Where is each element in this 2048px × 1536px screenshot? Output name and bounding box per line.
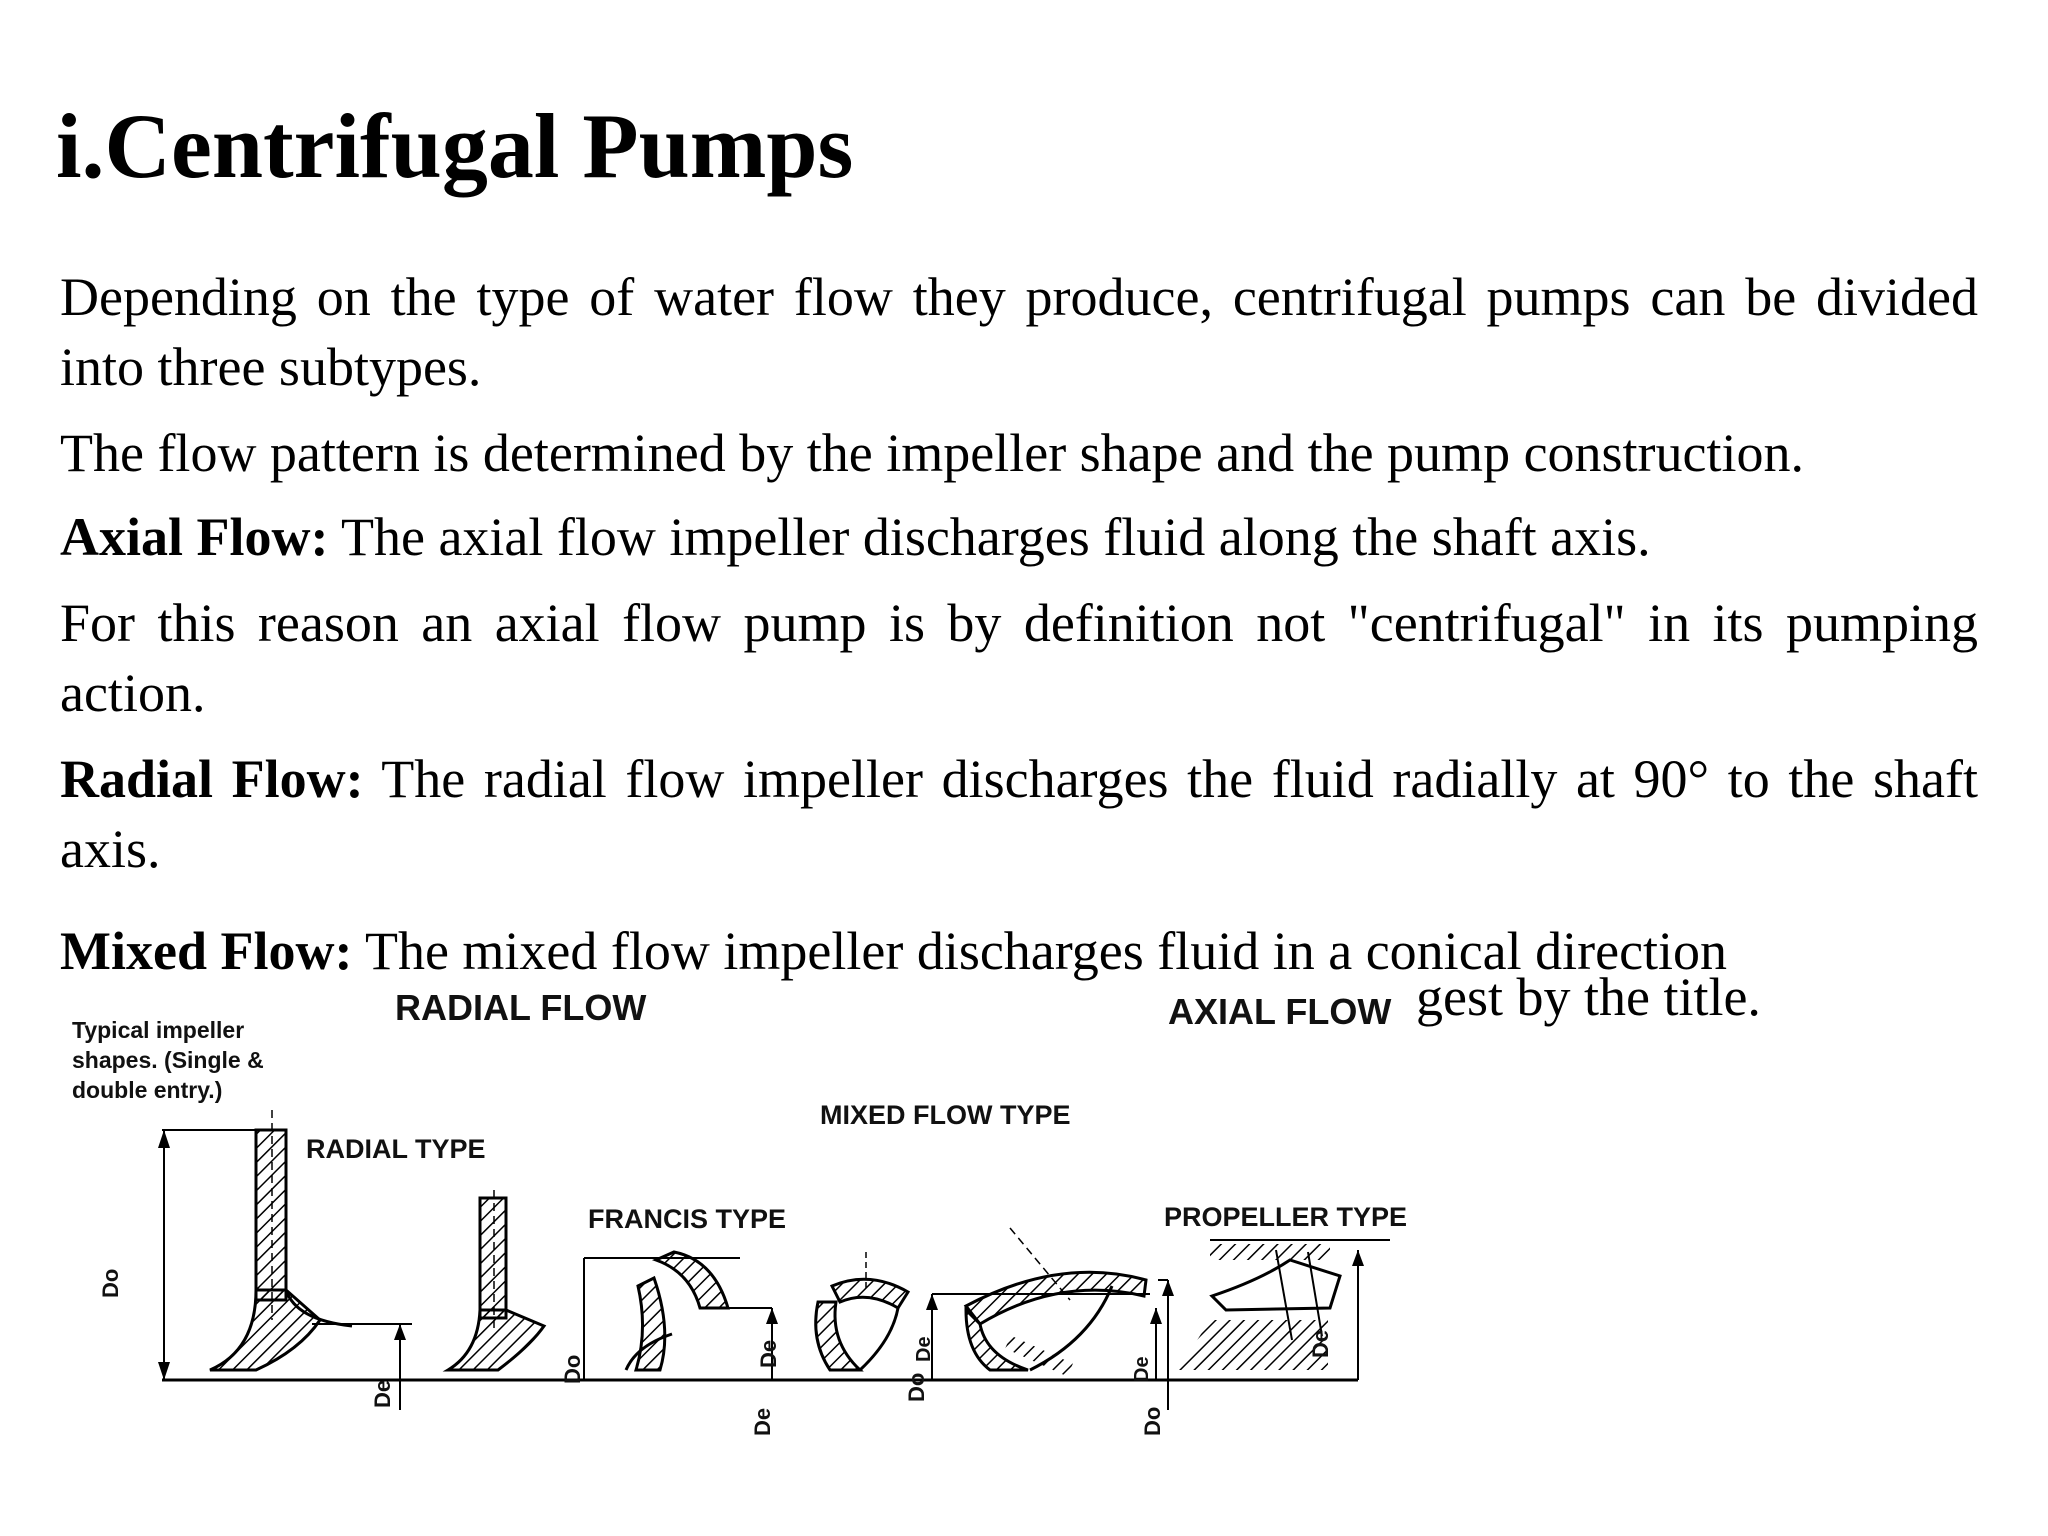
figure-caption-line-1: Typical impeller <box>72 1017 245 1043</box>
radial-flow-label: Radial Flow: <box>60 749 364 809</box>
de-label-francis-2: De <box>750 1407 775 1436</box>
do-label-mixed: Do <box>904 1372 929 1402</box>
de-label-mixed-2: De <box>1131 1356 1153 1382</box>
francis-impeller <box>584 1252 781 1436</box>
paragraph-axial-reason: For this reason an axial flow pump is by definition not "centrifugal" in its pumping action. <box>60 593 1978 723</box>
figure-caption-line-2: shapes. (Single & <box>72 1047 264 1073</box>
mixed-flow-label: Mixed Flow: <box>60 921 353 981</box>
mixed-flow-text: The mixed flow impeller discharges fluid in a conical direction <box>352 921 1728 981</box>
propeller-impeller <box>1140 1240 1390 1436</box>
do-label-propeller: Do <box>1140 1406 1165 1436</box>
paragraph-subtypes: Depending on the type of water flow they produce, centrifugal pumps can be divided into three subtypes. <box>60 267 1978 397</box>
figure-caption-line-3: double entry.) <box>72 1077 223 1103</box>
paragraph-radial-flow <box>60 744 1978 884</box>
paragraph-flow-pattern: The flow pattern is determined by the impeller shape and the pump construction. <box>60 423 1805 483</box>
slide-title: i.Centrifugal Pumps <box>56 95 854 197</box>
axial-flow-heading: AXIAL FLOW <box>1168 991 1392 1032</box>
radial-flow-heading: RADIAL FLOW <box>395 990 647 1028</box>
axial-flow-label: Axial Flow: <box>60 507 329 567</box>
impeller-shapes-figure <box>60 990 1440 1450</box>
mixed-impeller-2 <box>932 1228 1162 1382</box>
do-label-1: Do <box>98 1268 123 1298</box>
axial-flow-text: The axial flow impeller discharges fluid along the shaft axis. <box>328 507 1651 567</box>
radial-flow-text: The radial flow impeller discharges the fluid radially at 90° to the shaft axis. <box>60 749 1978 879</box>
mixed-flow-tail-text: gest by the title. <box>1416 967 1761 1027</box>
mixed-flow-type-label: MIXED FLOW TYPE <box>820 1100 1071 1130</box>
radial-impeller-short <box>448 1190 585 1384</box>
propeller-type-label: PROPELLER TYPE <box>1164 1202 1408 1232</box>
de-label-francis: De <box>756 1339 781 1368</box>
paragraph-axial-flow <box>60 502 1978 572</box>
de-label-propeller: De <box>1308 1329 1333 1358</box>
de-label-mixed: De <box>913 1336 935 1362</box>
de-label-1: De <box>370 1379 395 1408</box>
radial-type-label: RADIAL TYPE <box>306 1134 486 1164</box>
do-label-2: Do <box>560 1354 585 1384</box>
francis-type-label: FRANCIS TYPE <box>588 1204 787 1234</box>
impeller-diagram <box>60 990 1440 1450</box>
